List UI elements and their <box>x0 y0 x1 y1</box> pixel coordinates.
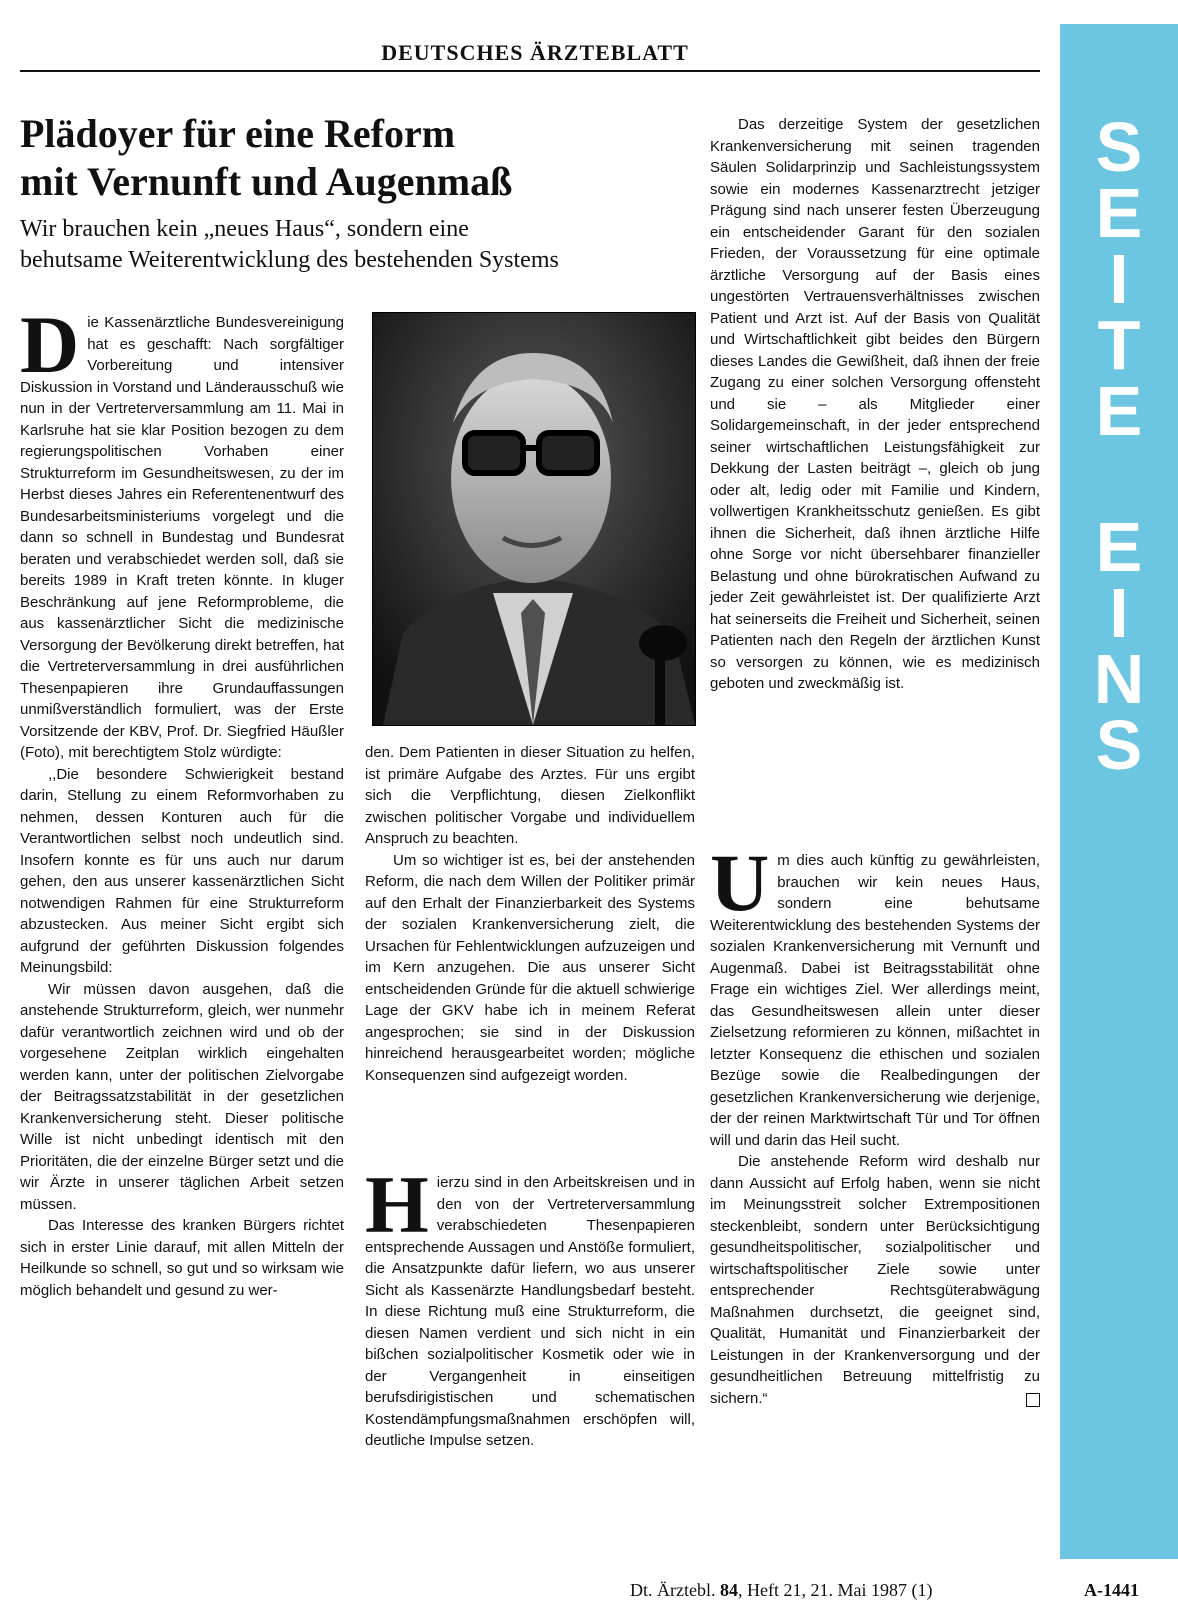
column-3-section-2 <box>710 837 1040 1409</box>
subheadline <box>20 214 710 276</box>
paragraph-text: ierzu sind in den Arbeitskreisen und in den von der Vertreterversammlung verabschiedeten Thesenpapieren entsprechende Aussagen und Anstöße formuliert, die Ansatzpunkte dafür liefern, wo aus unserer Sicht als Kassenärzte Handlungsbedarf besteht. In diese Richtung muß eine Strukturreform, die diesen Namen verdient und sich nicht in ein bißchen sozialpolitischer Kosmetik oder wie in der Vergangenheit in einseitigen berufsdirigistischen und schematischen Kostendämpfungsmaßnahmen erschöpfen will, deutliche Impulse setzen. <box>365 1174 695 1449</box>
paragraph-text: ie Kassenärztliche Bundesvereinigung hat es geschafft: Nach sorgfältiger Vorbereitung und intensiver Diskussion in Vorstand und Länderausschuß wie nun in der Vertreterversammlung am 11. Mai in Karlsruhe hat sie klar Position bezogen zu dem regierungspolitischen Vorhaben einer Strukturreform im Gesundheitswesen, zu der im Herbst dieses Jahres ein Referentenentwurf des Bundesarbeitsministeriums vorgelegt und die dann so schnell in Bundestag und Bundesrat beraten und verabschiedet werden soll, daß sie bereits 1989 in Kraft treten könnte. In kluger Beschränkung auf jene Reformprobleme, die aus kassenärztlicher Sicht die medizinische Versorgung der Bevölkerung direkt betreffen, hat die Vertreterversammlung in drei ausführlichen Thesenpapieren ihre Grundauffassungen unmißverständlich formuliert, was der Erste Vorsitzende der KBV, Prof. Dr. Siegfried Häußler (Foto), mit berechtigtem Stolz würdigte: <box>20 314 344 761</box>
paragraph: ,,Die besondere Schwierigkeit bestand darin, Stellung zu einem Reformvorhaben zu nehmen, dessen Konturen auch für die Verantwortlichen selbst noch undeutlich sind. Insofern konnte es für uns auch nur darum gehen, den aus unserer kassenärztlichen Sicht notwendigen Rahmen für eine Strukturreform abzustecken. Aus meiner Sicht ergibt sich aufgrund der geführten Diskussion folgendes Meinungsbild: <box>20 765 344 976</box>
sidebar-letter: T <box>1097 306 1141 384</box>
paragraph: Um so wichtiger ist es, bei der anstehenden Reform, die nach dem Willen der Politiker primär auf den Erhalt der Finanzierbarkeit des Systems der sozialen Krankenversicherung zielt, die Ursachen für Fehlentwicklungen aufzuzeigen und im Kern anzugehen. Die aus unserer Sicht entscheidenden Gründe für die aktuell schwierige Lage der GKV habe ich in meinem Referat angesprochen; sie sind in der Diskussion hinreichend herausgearbeitet worden; mögliche Konsequenzen sind aufgezeigt worden. <box>365 851 695 1084</box>
portrait-photo <box>372 312 696 726</box>
sidebar-letter: E <box>1095 372 1143 450</box>
subhead-line-2: behutsame Weiterentwicklung des bestehenden Systems <box>20 247 559 273</box>
end-of-article-square-icon <box>1026 1393 1040 1407</box>
footer-citation <box>630 1580 932 1601</box>
page-number: A-1441 <box>1084 1580 1139 1600</box>
paragraph <box>365 1159 695 1452</box>
drop-cap: D <box>20 299 80 390</box>
drop-cap: H <box>365 1159 429 1250</box>
paragraph: Das Interesse des kranken Bürgers richtet sich in erster Linie darauf, mit allen Mitteln der Heilkunde so schnell, so gut und so wirksam wie möglich behandelt und gesund zu wer- <box>20 1217 344 1299</box>
column-3 <box>710 114 1040 695</box>
column-2 <box>365 742 695 1086</box>
paragraph-text: Die anstehende Reform wird deshalb nur dann Aussicht auf Erfolg haben, wenn sie nicht im Meinungsstreit solcher Extrempositionen steckenbleibt, sondern unter Berücksichtigung gesundheitspolitischer, sozialpolitischer und wirtschaftspolitischer Ziele sowie unter entsprechender Rechtsgüterabwägung Maßnahmen durchsetzt, die geeignet sind, Qualität, Humanität und Finanzierbarkeit der Leistungen in der Krankenversorgung und der gesundheitlichen Betreuung mittelfristig zu sichern.“ <box>710 1153 1040 1407</box>
sidebar-letter: S <box>1095 108 1143 186</box>
sidebar-letter: N <box>1093 640 1145 718</box>
paragraph <box>710 837 1040 1151</box>
footer-issue-date: , Heft 21, 21. Mai 1987 (1) <box>737 1580 933 1600</box>
headline-line-1: Plädoyer für eine Reform <box>20 111 456 156</box>
headline <box>20 110 700 206</box>
sidebar-letter: S <box>1095 706 1143 784</box>
masthead: DEUTSCHES ÄRZTEBLATT <box>381 40 689 65</box>
sidebar-letter: I <box>1109 574 1129 652</box>
sidebar-seite-eins <box>1060 24 1178 1559</box>
footer-volume: 84 <box>719 1580 738 1600</box>
sidebar-letter: I <box>1109 240 1129 318</box>
paragraph <box>20 299 344 764</box>
portrait-photo-image <box>373 313 695 725</box>
paragraph: den. Dem Patienten in dieser Situation zu helfen, ist primäre Aufgabe des Arztes. Für uns ergibt sich die Verpflichtung, diesen Zielkonflikt zwischen politischer Vorgabe und individuellem Anspruch zu beachten. <box>365 744 695 847</box>
paragraph: Das derzeitige System der gesetzlichen Krankenversicherung mit seinen tragenden Säulen Solidarprinzip und Sachleistungssystem sowie ein modernes Kassenarztrecht jetziger Prägung sind nach unserer festen Überzeugung ein entscheidender Garant für den sozialen Frieden, der Voraussetzung für eine optimale ärztliche Versorgung auf der Basis eines ungestörten Vertrauensverhältnisses zwischen Patient und Arzt ist. Auf der Basis von Qualität und Wirtschaftlichkeit gibt beides den Bürgern dieses Landes die Gewißheit, daß ihnen der freie Zugang zu einer solchen Versorgung offensteht und sie – als Mitglieder einer Solidargemeinschaft, in der jeder entsprechend seiner wirtschaftlichen Leistungsfähigkeit zur Dekkung der Lasten beiträgt –, gleich ob jung oder alt, ledig oder mit Familie und Kindern, vollwertigen Krankheitsschutz genießen. Es gibt ihnen die Sicherheit, daß ihnen ärztliche Hilfe ohne Sorge vor nicht übersehbarer finanzieller Belastung und ohne bürokratischen Aufwand zu jeder Zeit gewährleistet ist. Der qualifizierte Arzt hat seinerseits die Freiheit und Sicherheit, seinen Patienten nach den Regeln der ärztlichen Kunst so versorgen zu können, wie es medizinisch geboten und zweckmäßig ist. <box>710 116 1040 692</box>
footer-prefix: Dt. Ärztebl. <box>630 1580 720 1600</box>
paragraph: Wir müssen davon ausgehen, daß die anstehende Strukturreform, gleich, wer nunmehr dafür verantwortlich zeichnen wird und ob der vorgesehene Zeitplan wirklich eingehalten werden kann, unter der politischen Zielvorgabe der Beitragssatzstabilität in der gesetzlichen Krankenversicherung steht. Dieser politische Wille ist nicht unbedingt identisch mit den Prioritäten, die der einzelne Bürger setzt und die wir Ärzte in unserer täglichen Arbeit setzen müssen. <box>20 980 344 1213</box>
sidebar-letter: E <box>1095 508 1143 586</box>
masthead-rule <box>20 70 1040 72</box>
drop-cap: U <box>710 837 770 928</box>
column-1 <box>20 299 344 1301</box>
subhead-line-1: Wir brauchen kein „neues Haus“, sondern eine <box>20 216 469 242</box>
paragraph-text: m dies auch künftig zu gewährleisten, brauchen wir kein neues Haus, sondern eine behutsame Weiterentwicklung des bestehenden Systems der sozialen Krankenversicherung mit Vernunft und Augenmaß. Dabei ist Beitragsstabilität ohne Frage ein wichtiges Ziel. Wer allerdings meint, das Gesundheitswesen allein unter dieser Zielsetzung reformieren zu können, mißachtet in letzter Konsequenz die ethischen und sozialen Bezüge sowie die Realbedingungen der gesetzlichen Krankenversicherung wie derjenige, der der reinen Marktwirtschaft Tür und Tor öffnen will und darin das Heil sucht. <box>710 852 1040 1149</box>
paragraph <box>710 1151 1040 1409</box>
headline-line-2: mit Vernunft und Augenmaß <box>20 159 513 204</box>
column-2-section-2 <box>365 1159 695 1452</box>
sidebar-letters <box>1060 108 1178 784</box>
sidebar-letter: E <box>1095 174 1143 252</box>
